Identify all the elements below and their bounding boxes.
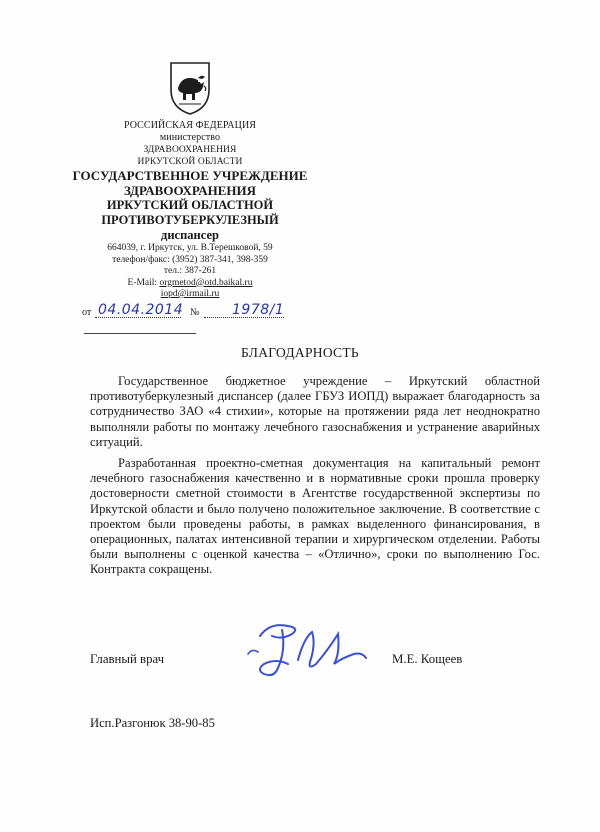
reference-divider xyxy=(84,333,196,334)
email-link-1[interactable]: orgmetod@otd.baikal.ru xyxy=(159,277,253,288)
paragraph-2: Разработанная проектно-сметная документация на капитальный ремонт лечебного газоснабжения качественно и в нормативные сроки прошла проверку достоверности сметной стоимости в Агентстве государственной экспертизы по Иркутской области и было получено положительное заключение. В соответствие с проектом были проведены работы, в рамках выделенного финансирования, в операционных, палатах интенсивной терапии и хирургическом отделении. Работы были выполнены с оценкой качества – «Отлично», сроки по выполнению Гос. Контракта сокращены. xyxy=(90,456,540,577)
email-label: E-Mail: xyxy=(127,277,158,288)
email-link-2[interactable]: iopd@irmail.ru xyxy=(160,289,220,299)
organization-name-3: ИРКУТСКИЙ ОБЛАСТНОЙ xyxy=(106,198,274,212)
ministry-line-1: министерство xyxy=(159,132,221,143)
email-line xyxy=(70,278,310,290)
signatory-name: М.Е. Кощеев xyxy=(392,652,463,666)
paragraph-1: Государственное бюджетное учреждение – Иркутский областной противотуберкулезный диспансер (далее ГБУЗ ИОПД) выражает благодарность за сотрудничество ЗАО «4 стихии», которые на протяжении ряда лет неоднократно выполняли работы по монтажу лечебного газоснабжения и устранение аварийных ситуаций. xyxy=(90,374,540,449)
handwritten-signature xyxy=(242,614,372,686)
organization-name-1: ГОСУДАРСТВЕННОЕ УЧРЕЖДЕНИЕ xyxy=(72,168,308,183)
address: 664039, г. Иркутск, ул. В.Терешковой, 59 xyxy=(107,243,273,253)
phone: тел.: 387-261 xyxy=(163,266,217,276)
date-label: от xyxy=(82,307,92,318)
organization-name-2: ЗДРАВООХРАНЕНИЯ xyxy=(123,183,256,198)
number-label: № xyxy=(190,307,200,318)
organization-name-4: ПРОТИВОТУБЕРКУЛЕЗНЫЙ xyxy=(101,213,279,227)
document-number: 1978/1 xyxy=(232,302,285,318)
phone-fax: телефон/факс: (3952) 387-341, 398-359 xyxy=(112,254,268,265)
organization-name-5: диспансер xyxy=(161,228,219,242)
letter-body xyxy=(90,374,540,578)
email-line-2 xyxy=(70,289,310,301)
document-title: БЛАГОДАРНОСТЬ xyxy=(241,345,359,360)
ministry-line-3: ИРКУТСКОЙ ОБЛАСТИ xyxy=(137,157,243,167)
signatory-position: Главный врач xyxy=(90,652,165,666)
executor-line: Исп.Разгонюк 38-90-85 xyxy=(90,716,215,730)
country-name: РОССИЙСКАЯ ФЕДЕРАЦИЯ xyxy=(123,120,257,131)
ministry-line-2: ЗДРАВООХРАНЕНИЯ xyxy=(143,145,237,155)
letterhead xyxy=(70,60,310,301)
reference-line xyxy=(82,303,292,319)
document-date: 04.04.2014 xyxy=(98,302,184,318)
coat-of-arms-icon xyxy=(168,60,212,116)
